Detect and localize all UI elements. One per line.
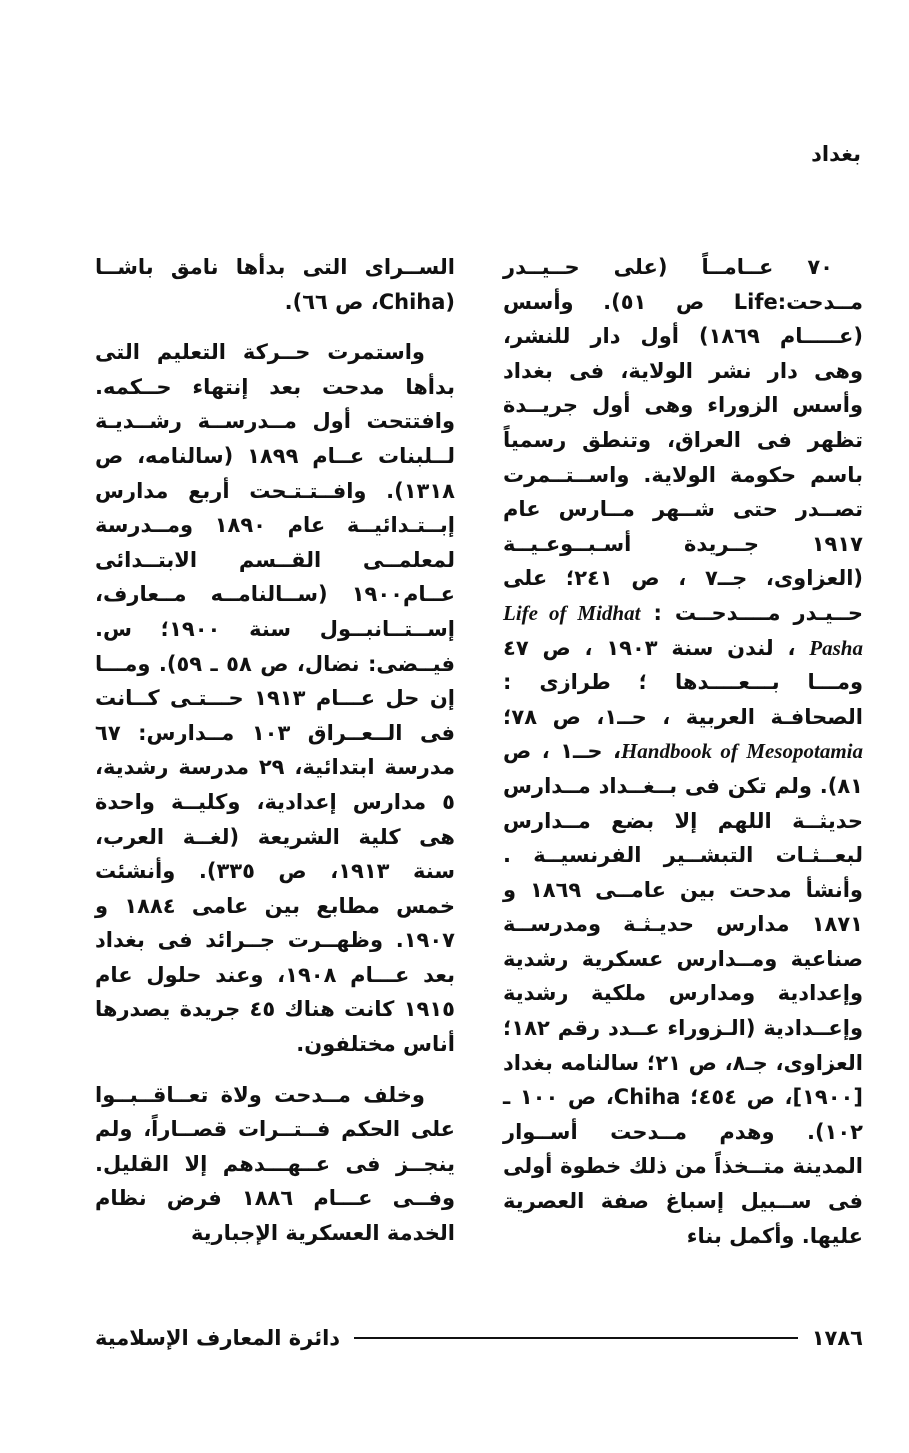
left-column — [95, 250, 455, 1267]
page-footer — [95, 1326, 863, 1350]
text-run: ، حــ١ ، ص ٨١). ولم تكن فى بــغــداد مــدارس حديثــة اللهم إلا بضع مــدارس لبعــثـات التبشــير الفرنسيــة . وأنشأ مدحت بين عامــى ١٨٦٩ و ١٨٧١ مدارس حديـثـة ومدرســة صناعية ومــدارس عسكرية رشدية وإعدادية ومدارس ملكية رشدية وإعــدادية (الـزوراء عــدد رقم ١٨٢؛ العزاوى، جـ٨، ص ٢١؛ سالنامه بغداد [١٩٠٠]، ص ٤٥٤؛ — [503, 739, 863, 1110]
text-run: ، ص ١٠٠ ـ ١٠٢). وهدم مــدحت أســوار المدينة متــخذاً من ذلك خطوة أولى فى ســبيل إسباغ صفة العصرية عليها. وأكمل بناء — [503, 1085, 863, 1248]
latin-text: Life of Midhat Pasha — [503, 600, 863, 660]
text-run: وخلف مــدحت ولاة تعــاقــبــوا على الحكم فــتــرات قصــاراً، ولم ينجــز فى عــهـــدهم إلا القليل. وفــى عـــام ١٨٨٦ فرض نظام الخدمة العسكرية الإجبارية — [95, 1082, 455, 1246]
running-header-title: بغداد — [811, 142, 861, 166]
text-run: ٧٠ عــامــاً (على حــيــدر مــدحت: — [503, 255, 863, 314]
page-number: ١٧٨٦ — [811, 1326, 863, 1350]
paragraph — [95, 335, 455, 1061]
footer-rule — [354, 1337, 798, 1339]
latin-text: Life — [733, 289, 778, 314]
publication-title: دائرة المعارف الإسلامية — [95, 1326, 341, 1350]
latin-text: Chiha — [613, 1085, 681, 1110]
text-run: ، ص ٦٦). — [284, 289, 379, 314]
latin-text: Handbook of Mesopotamia — [620, 739, 863, 764]
text-run: ، لندن سنة ١٩٠٣ ، ص ٤٧ ومـــا بـــعــــدها ؛ طرازى : الصحافـة العربية ، حــ١، ص ٧٨؛ — [503, 635, 863, 729]
paragraph — [95, 1078, 455, 1251]
text-run: الســراى التى بدأها نامق باشــا ( — [95, 255, 455, 314]
text-run: ص ٥١). وأسس (عـــــام ١٨٦٩) أول دار للنشر، وهى دار نشر الولاية، فى بغداد وأسس الزوراء وهى أول جريــدة تظهر فى العراق، وتنطق رسمياً باسم حكومة الولاية. واســتــمرت تصــدر حتى شــهر مــارس عام ١٩١٧ جــريدة أسـبــوعـيــة (العزاوى، جــ٧ ، ص ٢٤١؛ على حــيـدر مــــدحــت : — [503, 289, 863, 625]
right-column — [503, 250, 863, 1269]
paragraph — [503, 250, 863, 1253]
paragraph — [95, 250, 455, 319]
latin-text: Chiha — [378, 289, 446, 314]
text-run: واستمرت حــركة التعليم التى بدأها مدحت بعد إنتهاء حــكمه. وافتتحت أول مــدرســة رشــديـة لــلبنات عــام ١٨٩٩ (سالنامه، ص ١٣١٨). وافــتـتـحت أربع مدارس إبــتـدائيــة عام ١٨٩٠ ومــدرسة لمعلمــى القــسم الابتــدائى عــام١٩٠٠ (ســالنامــه مــعارف، إســتــانبــول سنة ١٩٠٠؛ س. فيــضى: نضال، ص ٥٨ ـ ٥٩). ومـــا إن حل عـــام ١٩١٣ حـــتـى كــانت فى الــعــراق ١٠٣ مــدارس: ٦٧ مدرسة ابتدائية، ٢٩ مدرسة رشدية، ٥ مدارس إعدادية، وكليــة واحدة هى كلية الشريعة (لغــة العرب، سنة ١٩١٣، ص ٣٣٥). وأنشئت خمس مطابع بين عامى ١٨٨٤ و ١٩٠٧. وظهــرت جــرائد فى بغداد بعد عـــام ١٩٠٨، وعند حلول عام ١٩١٥ كانت هناك ٤٥ جريدة يصدرها أناس مختلفون. — [95, 340, 456, 1057]
